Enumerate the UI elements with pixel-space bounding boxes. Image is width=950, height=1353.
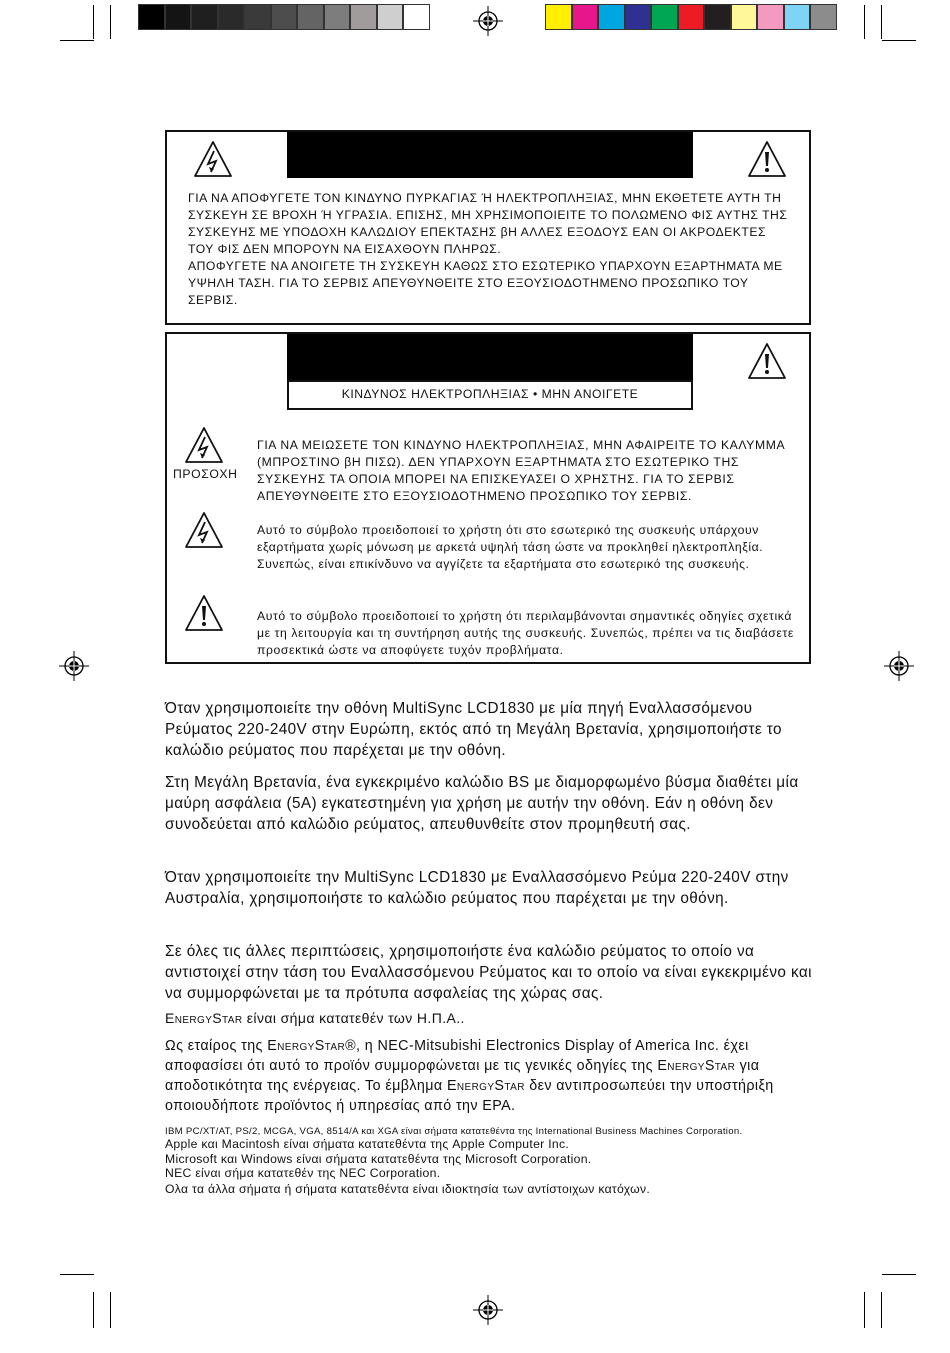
exclamation-warning-icon [747, 342, 787, 380]
color-swatch [678, 4, 705, 30]
color-swatch [651, 4, 678, 30]
energy-star-name: EnergyStar [165, 1010, 243, 1026]
power-cord-uk-paragraph: Στη Μεγάλη Βρετανία, ένα εγκεκριμένο καλώδιο BS με διαμορφωμένο βύσμα διαθέτει μία μαύρη ασφάλεια (5A) εγκατεστημένη για χρήση με αυτήν την οθόνη. Εάν η οθόνη δεν συνοδεύεται από καλώδιο ρεύματος, απευθυνθείτε στον προμηθευτή σας. [165, 774, 799, 833]
energy-star-name: EnergyStar [267, 1038, 346, 1054]
gray-swatch [350, 4, 377, 30]
color-swatch [810, 4, 837, 30]
color-swatch [572, 4, 599, 30]
gray-swatch [138, 4, 165, 30]
caution-box [165, 332, 811, 664]
registration-mark-icon [473, 1295, 503, 1325]
caution-label: ΠΡΟΣΟΧΗ [173, 467, 238, 481]
exclamation-warning-icon [184, 594, 224, 632]
color-swatch [704, 4, 731, 30]
gray-swatch [297, 4, 324, 30]
gray-swatch [191, 4, 218, 30]
power-cord-australia-paragraph: Όταν χρησιμοποιείτε την MultiSync LCD1830 με Εναλλασσόμενο Ρεύμα 220-240V στην Αυστραλία, χρησιμοποιήστε το καλώδιο ρεύματος που παρέχεται με την οθόνη. [165, 869, 789, 907]
gray-swatch [403, 4, 430, 30]
power-cord-europe-paragraph: Όταν χρησιμοποιείτε την οθόνη MultiSync LCD1830 με μία πηγή Εναλλασσόμενου Ρεύματος 220-240V στην Ευρώπη, εκτός από τη Μεγάλη Βρετανία, χρησιμοποιήστε το καλώδιο ρεύματος που παρέχεται με την οθόνη. [165, 700, 782, 759]
energy-star-trademark-line: EnergyStar είναι σήμα κατατεθέν των Η.Π.Α.. [165, 1010, 465, 1026]
trademark-line: NEC είναι σήμα κατατεθέν της NEC Corporation. [165, 1166, 441, 1180]
shock-hazard-label: ΚΙΝΔΥΝΟΣ ΗΛΕΚΤΡΟΠΛΗΞΙΑΣ • ΜΗΝ ΑΝΟΙΓΕΤΕ [287, 380, 693, 410]
warning-box [165, 130, 811, 325]
registration-mark-icon [884, 651, 914, 681]
trademark-line: Microsoft και Windows είναι σήματα κατατεθέντα της Microsoft Corporation. [165, 1152, 592, 1166]
trademark-line: Apple και Macintosh είναι σήματα κατατεθέντα της Apple Computer Inc. [165, 1137, 570, 1151]
energy-star-partner-paragraph: Ως εταίρος της EnergyStar®, η NEC-Mitsubishi Electronics Display of America Inc. έχει αποφασίσει ότι αυτό το προϊόν συμμορφώνεται με τις γενικές οδηγίες της EnergyStar για αποδοτικότητα της ενέργειας. Το έμβλημα EnergyStar δεν αντιπροσωπεύει την υποστήριξη οποιουδήποτε προϊόντος ή υπηρεσίας από την EPA. [165, 1038, 774, 1114]
warning-paragraph: ΓΙΑ ΝΑ ΑΠΟΦΥΓΕΤΕ ΤΟΝ ΚΙΝΔΥΝΟ ΠΥΡΚΑΓΙΑΣ Ή ΗΛΕΚΤΡΟΠΛΗΞΙΑΣ, ΜΗΝ ΕΚΘΕΤΕΤΕ ΑΥΤΗ ΤΗ ΣΥΣΚΕΥΗ ΣΕ ΒΡΟΧΗ Ή ΥΓΡΑΣΙΑ. ΕΠΙΣΗΣ, ΜΗ ΧΡΗΣΙΜΟΠΟΙΕΙΤΕ ΤΟ ΠΟΛΩΜΕΝΟ ΦΙΣ ΑΥΤΗΣ ΤΗΣ ΣΥΣΚΕΥΗΣ ΜΕ ΥΠΟΔΟΧΗ ΚΑΛΩΔΙΟΥ ΕΠΕΚΤΑΣΗΣ βΗ ΑΛΛΕΣ ΕΞΟΔΟΥΣ ΕΑΝ ΟΙ ΑΚΡΟΔΕΚΤΕΣ ΤΟΥ ΦΙΣ ΔΕΝ ΜΠΟΡΟΥΝ ΝΑ ΕΙΣΑΧΘΟΥΝ ΠΛΗΡΩΣ. [188, 191, 788, 256]
lightning-symbol-explanation: Αυτό το σύμβολο προειδοποιεί το χρήστη ότι στο εσωτερικό της συσκευής υπάρχουν εξαρτήματα χωρίς μόνωση με αρκετά υψηλή τάση ώστε να προκληθεί ηλεκτροπληξία. Συνεπώς, είναι επικίνδυνο να αγγίζετε τα εξαρτήματα στο εσωτερικό της συσκευής. [257, 523, 764, 571]
exclamation-warning-icon [747, 140, 787, 178]
lightning-warning-icon [193, 140, 233, 178]
exclamation-symbol-explanation: Αυτό το σύμβολο προειδοποιεί το χρήστη ότι περιλαμβάνονται σημαντικές οδηγίες σχετικά με τη λειτουργία και τη συντήρηση αυτής της συσκευής. Συνεπώς, πρέπει να τις διαβάσετε προσεκτικά ώστε να αποφύγετε τυχόν προβλήματα. [257, 609, 794, 657]
caution-text: ΓΙΑ ΝΑ ΜΕΙΩΣΕΤΕ ΤΟΝ ΚΙΝΔΥΝΟ ΗΛΕΚΤΡΟΠΛΗΞΙΑΣ, ΜΗΝ ΑΦΑΙΡΕΙΤΕ ΤΟ ΚΑΛΥΜΜΑ (ΜΠΡΟΣΤΙΝΟ βΗ ΠΙΣΩ). ΔΕΝ ΥΠΑΡΧΟΥΝ ΕΞΑΡΤΗΜΑΤΑ ΣΤΟ ΕΣΩΤΕΡΙΚΟ ΤΗΣ ΣΥΣΚΕΥΗΣ ΤΑ ΟΠΟΙΑ ΜΠΟΡΕΙ ΝΑ ΕΠΙΣΚΕΥΑΣΕΙ Ο ΧΡΗΣΤΗΣ. ΓΙΑ ΤΟ ΣΕΡΒΙΣ ΑΠΕΥΘΥΝΘΕΙΤΕ ΣΤΟ ΕΞΟΥΣΙΟΔΟΤΗΜΕΝΟ ΠΡΟΣΩΠΙΚΟ ΤΟΥ ΣΕΡΒΙΣ. [257, 438, 785, 503]
gray-swatch [324, 4, 351, 30]
lightning-warning-icon [184, 426, 224, 464]
color-swatch [757, 4, 784, 30]
warning-paragraph: ΑΠΟΦΥΓΕΤΕ ΝΑ ΑΝΟΙΓΕΤΕ ΤΗ ΣΥΣΚΕΥΗ ΚΑΘΩΣ ΣΤΟ ΕΣΩΤΕΡΙΚΟ ΥΠΑΡΧΟΥΝ ΕΞΑΡΤΗΜΑΤΑ ΜΕ ΥΨΗΛΗ ΤΑΣΗ. ΓΙΑ ΤΟ ΣΕΡΒΙΣ ΑΠΕΥΘΥΝΘΕΙΤΕ ΣΤΟ ΕΞΟΥΣΙΟΔΟΤΗΜΕΝΟ ΠΡΟΣΩΠΙΚΟ ΤΟΥ ΣΕΡΒΙΣ. [188, 259, 783, 307]
lightning-warning-icon [184, 511, 224, 549]
gray-swatch [165, 4, 192, 30]
trademark-line: IBM PC/XT/AT, PS/2, MCGA, VGA, 8514/A και XGA είναι σήματα κατατεθέντα της International Business Machines Corporation. [165, 1126, 743, 1137]
registration-mark-icon [473, 6, 503, 36]
color-swatch [625, 4, 652, 30]
color-swatch [598, 4, 625, 30]
color-swatch [784, 4, 811, 30]
caution-header-bar [287, 334, 693, 380]
gray-swatch [377, 4, 404, 30]
gray-swatch [244, 4, 271, 30]
warning-text [188, 190, 788, 309]
registration-mark-icon [59, 651, 89, 681]
gray-swatch [218, 4, 245, 30]
gray-swatch [271, 4, 298, 30]
warning-header-bar [287, 132, 693, 178]
color-swatch [545, 4, 572, 30]
energy-star-name: EnergyStar [446, 1078, 525, 1094]
trademark-line: Ολα τα άλλα σήματα ή σήματα κατατεθέντα είναι ιδιοκτησία των αντίστοιχων κατόχων. [165, 1182, 651, 1196]
energy-star-name: EnergyStar [657, 1058, 736, 1074]
color-swatch [731, 4, 758, 30]
power-cord-other-paragraph: Σε όλες τις άλλες περιπτώσεις, χρησιμοποιήστε ένα καλώδιο ρεύματος το οποίο να αντιστοιχεί στην τάση του Εναλλασσόμενου Ρεύματος και το οποίο να είναι εγκεκριμένο και να συμμορφώνεται με τα πρότυπα ασφαλείας της χώρας σας. [165, 943, 812, 1002]
